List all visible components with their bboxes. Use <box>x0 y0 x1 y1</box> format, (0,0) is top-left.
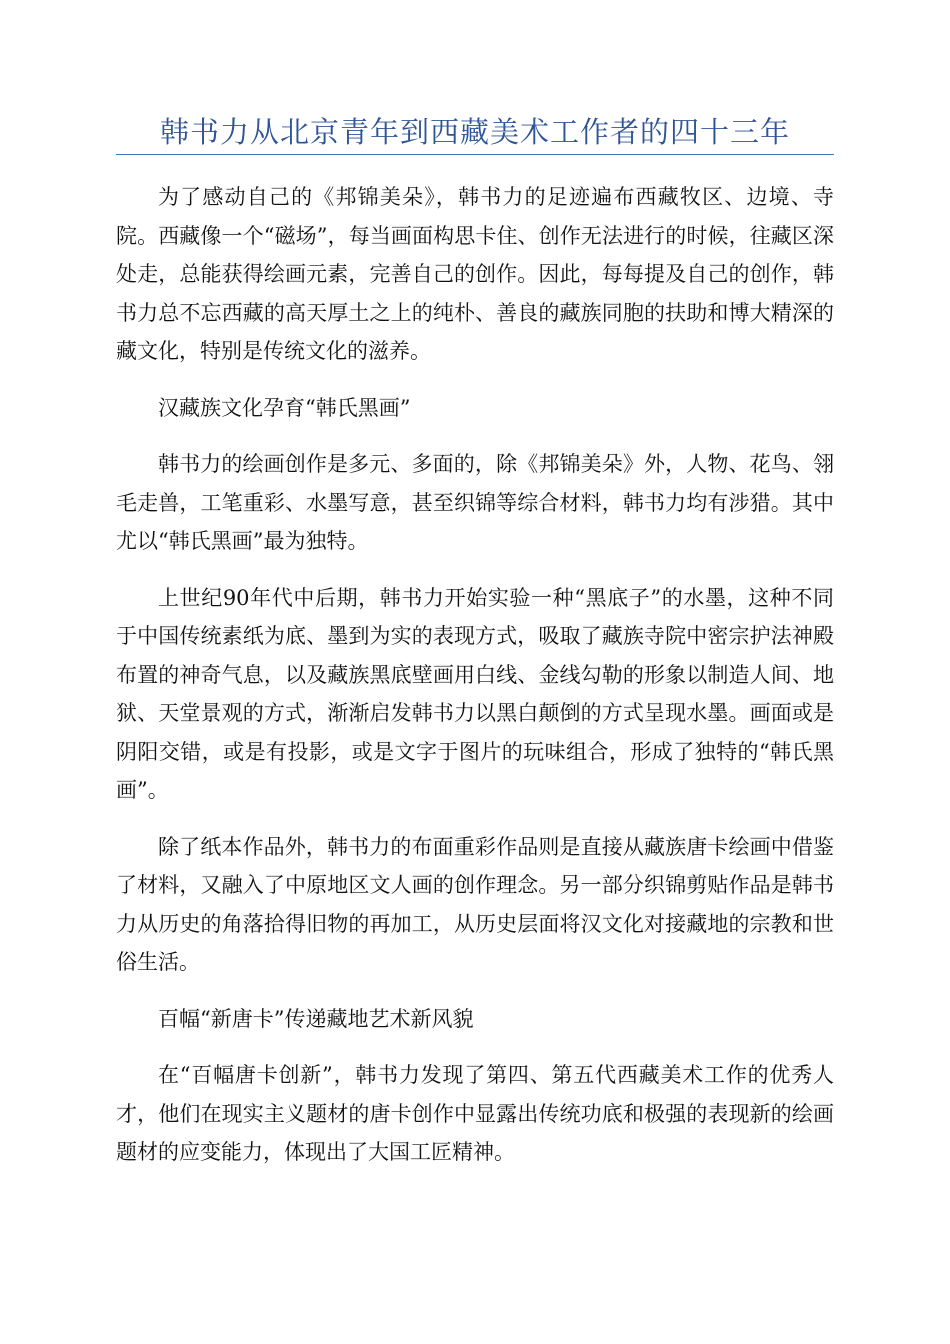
paragraph-4: 除了纸本作品外，韩书力的布面重彩作品则是直接从藏族唐卡绘画中借鉴了材料，又融入了中原地区文人画的创作理念。另一部分织锦剪贴作品是韩书力从历史的角落拾得旧物的再加工，从历史层面将汉文化对接藏地的宗教和世俗生活。 <box>116 834 834 974</box>
title-underline <box>116 154 834 155</box>
paragraph-5: 在“百幅唐卡创新”，韩书力发现了第四、第五代西藏美术工作的优秀人才，他们在现实主义题材的唐卡创作中显露出传统功底和极强的表现新的绘画题材的应变能力，体现出了大国工匠精神。 <box>116 1063 834 1164</box>
paragraph-1: 为了感动自己的《邦锦美朵》，韩书力的足迹遍布西藏牧区、边境、寺院。西藏像一个“磁场”，每当画面构思卡住、创作无法进行的时候，往藏区深处走，总能获得绘画元素，完善自己的创作。因此，每每提及自己的创作，韩书力总不忘西藏的高天厚土之上的纯朴、善良的藏族同胞的扶助和博大精深的藏文化，特别是传统文化的滋养。 <box>116 185 834 363</box>
document-body <box>116 178 834 1190</box>
section-heading-han-tibetan-culture: 汉藏族文化孕育“韩氏黑画” <box>158 395 411 420</box>
section-heading-new-thangka: 百幅“新唐卡”传递藏地艺术新风貌 <box>158 1006 474 1031</box>
paragraph-2: 韩书力的绘画创作是多元、多面的，除《邦锦美朵》外，人物、花鸟、翎毛走兽，工笔重彩、水墨写意，甚至织锦等综合材料，韩书力均有涉猎。其中尤以“韩氏黑画”最为独特。 <box>116 452 834 553</box>
paragraph-3: 上世纪90年代中后期，韩书力开始实验一种“黑底子”的水墨，这种不同于中国传统素纸为底、墨到为实的表现方式，吸取了藏族寺院中密宗护法神殿布置的神奇气息，以及藏族黑底壁画用白线、金线勾勒的形象以制造人间、地狱、天堂景观的方式，渐渐启发韩书力以黑白颠倒的方式呈现水墨。画面或是阴阳交错，或是有投影，或是文字于图片的玩味组合，形成了独特的“韩氏黑画”。 <box>116 585 834 802</box>
document-title: 韩书力从北京青年到西藏美术工作者的四十三年 <box>159 115 790 149</box>
